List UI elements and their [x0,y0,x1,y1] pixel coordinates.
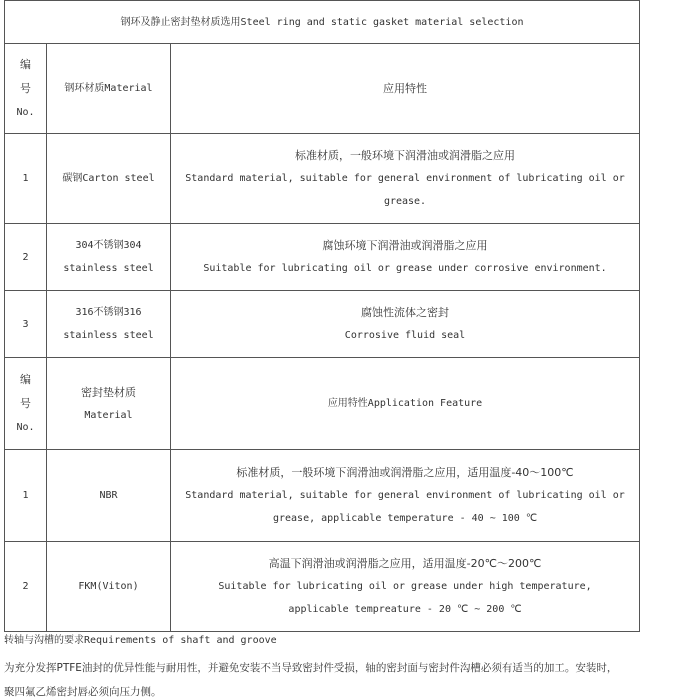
row-number [5,450,47,542]
header-material-text: 密封垫材质 [81,385,136,399]
material-text: stainless steel [63,263,154,274]
table-title-text: 钢环及静止密封垫材质选用Steel ring and static gasket material selection [120,16,524,28]
feature-line: applicable tempreature - 20 ℃ ~ 200 ℃ [288,604,522,615]
header-feature-text: 应用特性Application Feature [327,398,483,409]
feature-line: 腐蚀性流体之密封 [361,306,450,319]
row-feature [171,224,640,291]
paragraph-line: 为充分发挥PTFE油封的优异性能与耐用性，并避免安装不当导致密封件受损，轴的密封面与密封件沟槽必须有适当的加工。安装时， [4,662,618,674]
section-paragraph [4,656,700,700]
material-text: stainless steel [63,330,154,341]
row-feature [171,450,640,542]
feature-line: 腐蚀环境下润滑油或润滑脂之应用 [322,239,488,252]
gasket-header-feature [171,358,640,450]
table-title-row [5,1,640,44]
table-row [5,542,640,632]
feature-line: grease. [383,196,427,207]
section-heading [4,634,700,648]
feature-line: Corrosive fluid seal [344,330,466,341]
row-number-text: 3 [22,318,29,330]
feature-line: 标准材质，一般环境下润滑油或润滑脂之应用 [295,149,516,162]
row-material [47,291,171,358]
row-number [5,542,47,632]
row-material [47,450,171,542]
feature-line: 标准材质，一般环境下润滑油或润滑脂之应用，适用温度-40～100℃ [236,466,574,479]
material-text: 碳钢Carton steel [62,173,155,184]
material-text: NBR [99,490,118,501]
row-feature [171,291,640,358]
row-feature [171,542,640,632]
row-number-text: 1 [22,173,29,184]
header-feature-text: 应用特性 [383,82,428,95]
header-no-line: 号 [20,396,31,410]
header-material-text: 钢环材质Material [64,83,153,94]
row-number [5,291,47,358]
table-row [5,224,640,291]
material-text: 304不锈钢304 [75,240,142,251]
row-number [5,134,47,224]
feature-line: Suitable for lubricating oil or grease under high temperature, [218,581,592,592]
header-no-line: 编 [20,372,31,386]
table-row [5,134,640,224]
paragraph-line: 聚四氟乙烯密封唇必须向压力侧。 [4,686,162,698]
feature-line: Standard material, suitable for general environment of lubricating oil or [185,173,625,184]
ring-header-material [47,44,171,134]
material-text: 316不锈钢316 [75,307,142,318]
header-no-line: 号 [20,81,31,95]
gasket-header-material [47,358,171,450]
row-material [47,224,171,291]
row-number-text: 2 [22,581,29,592]
material-text: FKM(Viton) [78,581,139,592]
header-no-line: 编 [20,57,31,71]
header-material-text: Material [84,409,133,421]
feature-line: grease, applicable temperature - 40 ~ 100 ℃ [272,513,538,524]
gasket-header-row [5,358,640,450]
gasket-header-no [5,358,47,450]
row-feature [171,134,640,224]
row-number-text: 1 [22,490,29,501]
row-material [47,542,171,632]
table-row [5,450,640,542]
feature-line: Standard material, suitable for general environment of lubricating oil or [185,490,625,501]
ring-header-no [5,44,47,134]
section-heading-text: 转轴与沟槽的要求Requirements of shaft and groove [4,635,277,646]
feature-line: Suitable for lubricating oil or grease under corrosive environment. [203,263,607,274]
row-number-text: 2 [22,251,29,263]
header-no-line: No. [16,421,35,433]
row-number [5,224,47,291]
row-material [47,134,171,224]
material-selection-table [4,0,640,632]
table-row [5,291,640,358]
ring-header-feature [171,44,640,134]
table-title [5,1,640,44]
ring-header-row [5,44,640,134]
feature-line: 高温下润滑油或润滑脂之应用，适用温度-20℃～200℃ [268,557,542,570]
header-no-line: No. [16,106,35,118]
